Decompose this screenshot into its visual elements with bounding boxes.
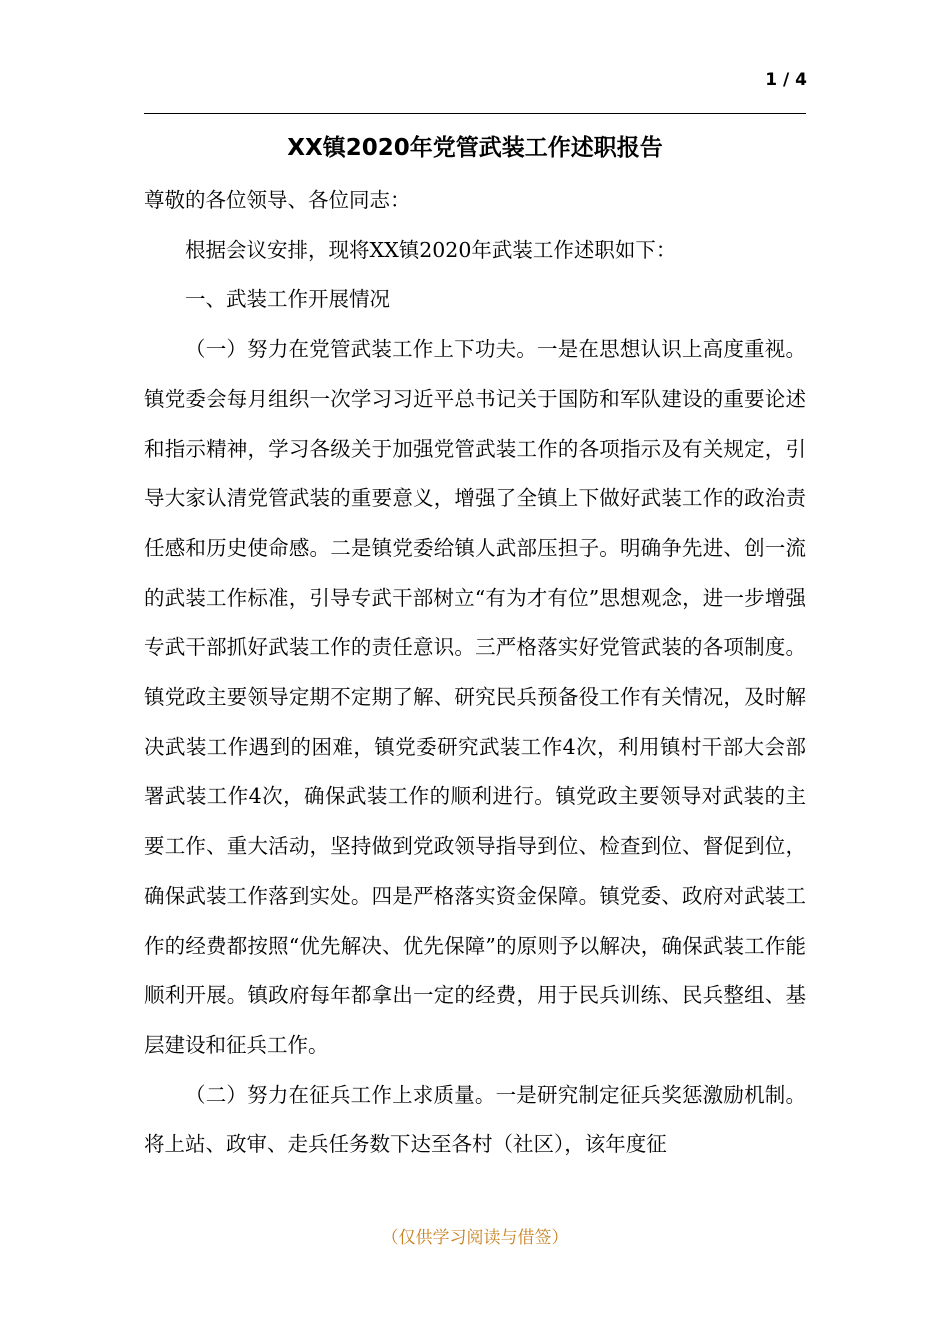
page-number: 1 / 4 (765, 70, 807, 90)
paragraph-conscription: （二）努力在征兵工作上求质量。一是研究制定征兵奖惩激励机制。将上站、政审、走兵任务数下达至各村（社区），该年度征 (144, 1082, 806, 1157)
header-rule (144, 113, 806, 114)
document-body (144, 176, 806, 1170)
footer-note: （仅供学习阅读与借签） (381, 1228, 569, 1248)
paragraph-party-armed-forces: （一）努力在党管武装工作上下功夫。一是在思想认识上高度重视。镇党委会每月组织一次学习习近平总书记关于国防和军队建设的重要论述和指示精神，学习各级关于加强党管武装工作的各项指示及有关规定，引导大家认清党管武装的重要意义，增强了全镇上下做好武装工作的政治责任感和历史使命感。二是镇党委给镇人武部压担子。明确争先进、创一流的武装工作标准，引导专武干部树立“有为才有位”思想观念，进一步增强专武干部抓好武装工作的责任意识。三严格落实好党管武装的各项制度。镇党政主要领导定期不定期了解、研究民兵预备役工作有关情况，及时解决武装工作遇到的困难，镇党委研究武装工作4次，利用镇村干部大会部署武装工作4次，确保武装工作的顺利进行。镇党政主要领导对武装的主要工作、重大活动，坚持做到党政领导指导到位、检查到位、督促到位，确保武装工作落到实处。四是严格落实资金保障。镇党委、政府对武装工作的经费都按照“优先解决、优先保障”的原则予以解决，确保武装工作能顺利开展。镇政府每年都拿出一定的经费，用于民兵训练、民兵整组、基层建设和征兵工作。 (144, 337, 806, 1057)
paragraph-salutation: 尊敬的各位领导、各位同志： (144, 188, 411, 212)
section-heading-1: 一、武装工作开展情况 (185, 287, 390, 312)
paragraph-intro: 根据会议安排，现将XX镇2020年武装工作述职如下： (185, 237, 677, 262)
document-title: XX镇2020年党管武装工作述职报告 (287, 135, 663, 161)
